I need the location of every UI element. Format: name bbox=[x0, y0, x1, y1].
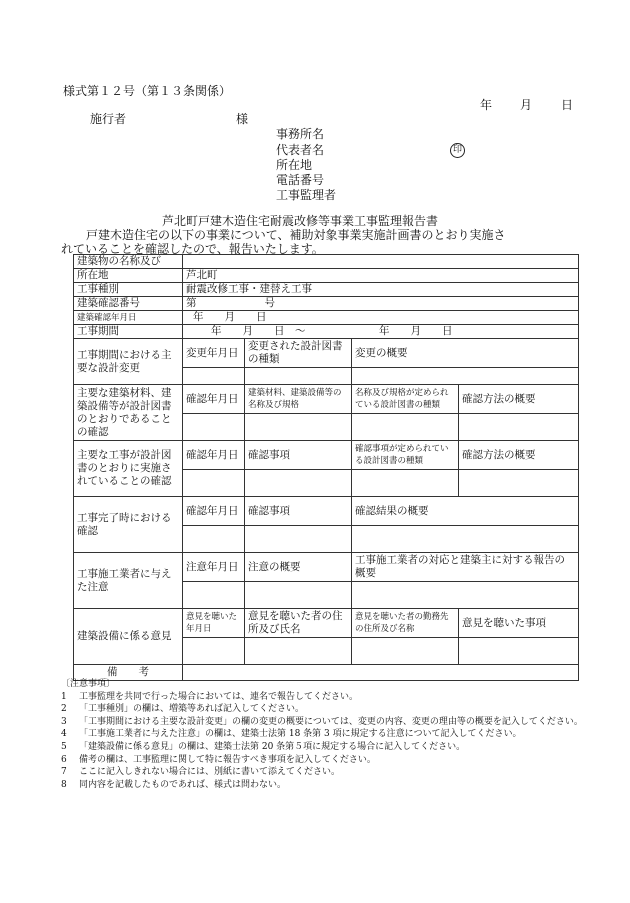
building-name-label-2: 所在地 bbox=[74, 269, 183, 283]
works-confirm-method-header: 確認方法の概要 bbox=[459, 441, 579, 470]
opinion-person-entry[interactable] bbox=[245, 638, 352, 665]
completion-confirm-items-entry[interactable] bbox=[245, 526, 352, 553]
row-confirm-number bbox=[74, 297, 579, 311]
works-confirm-date-header: 確認年月日 bbox=[183, 441, 245, 470]
note-item: 4 「工事施工業者に与えた注意」の欄は、建築士法第 18 条第 3 項に規定する注意について記入してください。 bbox=[61, 729, 522, 740]
notice-summary-entry[interactable] bbox=[245, 582, 352, 609]
seal-mark: 印 bbox=[450, 143, 465, 158]
materials-confirm-date-entry[interactable] bbox=[183, 414, 245, 441]
building-name-label-1: 建築物の名称及び bbox=[74, 255, 183, 269]
row-work-period bbox=[74, 325, 579, 339]
change-docs-header: 変更された設計図書の種類 bbox=[245, 339, 352, 368]
work-period-label: 工事期間 bbox=[74, 325, 183, 339]
opinion-items-header: 意見を聴いた事項 bbox=[459, 609, 579, 638]
materials-label: 主要な建築材料、建築設備等が設計図書のとおりであることの確認 bbox=[74, 385, 183, 441]
change-summary-header: 変更の概要 bbox=[352, 339, 579, 368]
works-docs-header: 確認事項が定められている設計図書の種類 bbox=[352, 441, 459, 470]
works-confirm-date-entry[interactable] bbox=[183, 470, 245, 497]
confirm-date-field[interactable]: 年 月 日 bbox=[183, 311, 579, 325]
representative-label: 代表者名 bbox=[276, 143, 325, 157]
materials-spec-docs-header: 名称及び規格が定められている設計図書の種類 bbox=[352, 385, 459, 414]
confirm-number-field[interactable] bbox=[183, 297, 579, 311]
notice-response-entry[interactable] bbox=[352, 582, 579, 609]
works-docs-entry[interactable] bbox=[352, 470, 459, 497]
materials-confirm-method-entry[interactable] bbox=[459, 414, 579, 441]
works-confirm-method-entry[interactable] bbox=[459, 470, 579, 497]
date-year: 年 bbox=[480, 98, 493, 112]
building-name-field[interactable] bbox=[183, 255, 579, 269]
design-change-label: 工事期間における主要な設計変更 bbox=[74, 339, 183, 385]
row-works-head bbox=[74, 441, 579, 470]
notice-date-header: 注意年月日 bbox=[183, 553, 245, 582]
materials-confirm-date-header: 確認年月日 bbox=[183, 385, 245, 414]
materials-spec-docs-entry[interactable] bbox=[352, 414, 459, 441]
completion-result-entry[interactable] bbox=[352, 526, 579, 553]
confirm-date-label: 建築確認年月日 bbox=[74, 311, 183, 325]
row-notice-head bbox=[74, 553, 579, 582]
works-confirm-items-entry[interactable] bbox=[245, 470, 352, 497]
applicant-label: 施行者 bbox=[90, 112, 127, 126]
phone-label: 電話番号 bbox=[276, 173, 325, 187]
supervisor-label: 工事監理者 bbox=[276, 188, 337, 202]
date-month: 月 bbox=[520, 98, 533, 112]
works-label: 主要な工事が設計図書のとおりに実施されていることの確認 bbox=[74, 441, 183, 497]
date-day: 日 bbox=[561, 98, 574, 112]
materials-confirm-method-header: 確認方法の概要 bbox=[459, 385, 579, 414]
opinion-person-header: 意見を聴いた者の住所及び氏名 bbox=[245, 609, 352, 638]
opinion-items-entry[interactable] bbox=[459, 638, 579, 665]
note-item: 3 「工事期間における主要な設計変更」の欄の変更の概要については、変更の内容、変更の理由等の概要を記入してください。 bbox=[61, 716, 583, 727]
intro-line-1: 戸建木造住宅の以下の事業について、補助対象事業実施計画書のとおり実施さ bbox=[86, 228, 506, 242]
row-building-name bbox=[74, 255, 579, 269]
completion-confirm-date-entry[interactable] bbox=[183, 526, 245, 553]
remarks-label: 備 考 bbox=[74, 665, 183, 681]
row-completion-head bbox=[74, 497, 579, 526]
notice-summary-header: 注意の概要 bbox=[245, 553, 352, 582]
completion-confirm-items-header: 確認事項 bbox=[245, 497, 352, 526]
intro-line-2: れていることを確認したので、報告いたします。 bbox=[61, 242, 324, 256]
notice-response-header: 工事施工業者の対応と建築主に対する報告の概要 bbox=[352, 553, 579, 582]
note-item: 7 ここに記入しきれない場合には、別紙に書いて添えてください。 bbox=[61, 767, 341, 778]
row-building-location bbox=[74, 269, 579, 283]
note-item: 6 備考の欄は、工事監理に関して特に報告すべき事項を記入してください。 bbox=[61, 754, 376, 765]
work-type-label: 工事種別 bbox=[74, 283, 183, 297]
confirm-number-dai: 第 bbox=[186, 297, 197, 309]
document-title: 芦北町戸建木造住宅耐震改修等事業工事監理報告書 bbox=[162, 214, 439, 228]
change-date-entry[interactable] bbox=[183, 368, 245, 385]
note-item: 5 「建築設備に係る意見」の欄は、建築士法第 20 条第５項に規定する場合に記入してください。 bbox=[61, 741, 466, 752]
notes-heading: 〔注意事項〕 bbox=[61, 679, 116, 689]
change-docs-entry[interactable] bbox=[245, 368, 352, 385]
note-item: 1 工事監理を共同で行った場合においては、連名で報告してください。 bbox=[61, 691, 359, 702]
notice-date-entry[interactable] bbox=[183, 582, 245, 609]
row-confirm-date bbox=[74, 311, 579, 325]
row-materials-head bbox=[74, 385, 579, 414]
confirm-number-label: 建築確認番号 bbox=[74, 297, 183, 311]
confirm-number-go: 号 bbox=[264, 297, 275, 309]
form-number: 様式第１２号（第１３条関係） bbox=[63, 84, 232, 98]
materials-names-header: 建築材料、建築設備等の名称及び規格 bbox=[245, 385, 352, 414]
change-date-header: 変更年月日 bbox=[183, 339, 245, 368]
works-confirm-items-header: 確認事項 bbox=[245, 441, 352, 470]
opinion-date-entry[interactable] bbox=[183, 638, 245, 665]
row-work-type bbox=[74, 283, 579, 297]
change-summary-entry[interactable] bbox=[352, 368, 579, 385]
notice-label: 工事施工業者に与えた注意 bbox=[74, 553, 183, 609]
note-item: 2 「工事種別」の欄は、増築等あれば記入してください。 bbox=[61, 704, 305, 715]
completion-result-header: 確認結果の概要 bbox=[352, 497, 579, 526]
address-label: 所在地 bbox=[276, 158, 313, 172]
report-table bbox=[73, 254, 579, 681]
note-item: 8 同内容を記載したものであれば、様式は問わない。 bbox=[61, 779, 287, 790]
notes-section bbox=[61, 678, 621, 791]
opinion-date-header: 意見を聴いた年月日 bbox=[183, 609, 245, 638]
applicant-honorific: 様 bbox=[236, 112, 249, 126]
work-type-value[interactable]: 耐震改修工事・建替え工事 bbox=[183, 283, 579, 297]
opinion-workplace-header: 意見を聴いた者の勤務先の住所及び名称 bbox=[352, 609, 459, 638]
completion-label: 工事完了時における確認 bbox=[74, 497, 183, 553]
opinion-workplace-entry[interactable] bbox=[352, 638, 459, 665]
work-period-field[interactable]: 年 月 日 ～ 年 月 日 bbox=[183, 325, 579, 339]
office-name-label: 事務所名 bbox=[276, 127, 325, 141]
equipment-label: 建築設備に係る意見 bbox=[74, 609, 183, 665]
row-equipment-head bbox=[74, 609, 579, 638]
row-design-change-head bbox=[74, 339, 579, 368]
completion-confirm-date-header: 確認年月日 bbox=[183, 497, 245, 526]
building-location-value[interactable]: 芦北町 bbox=[183, 269, 579, 283]
materials-names-entry[interactable] bbox=[245, 414, 352, 441]
